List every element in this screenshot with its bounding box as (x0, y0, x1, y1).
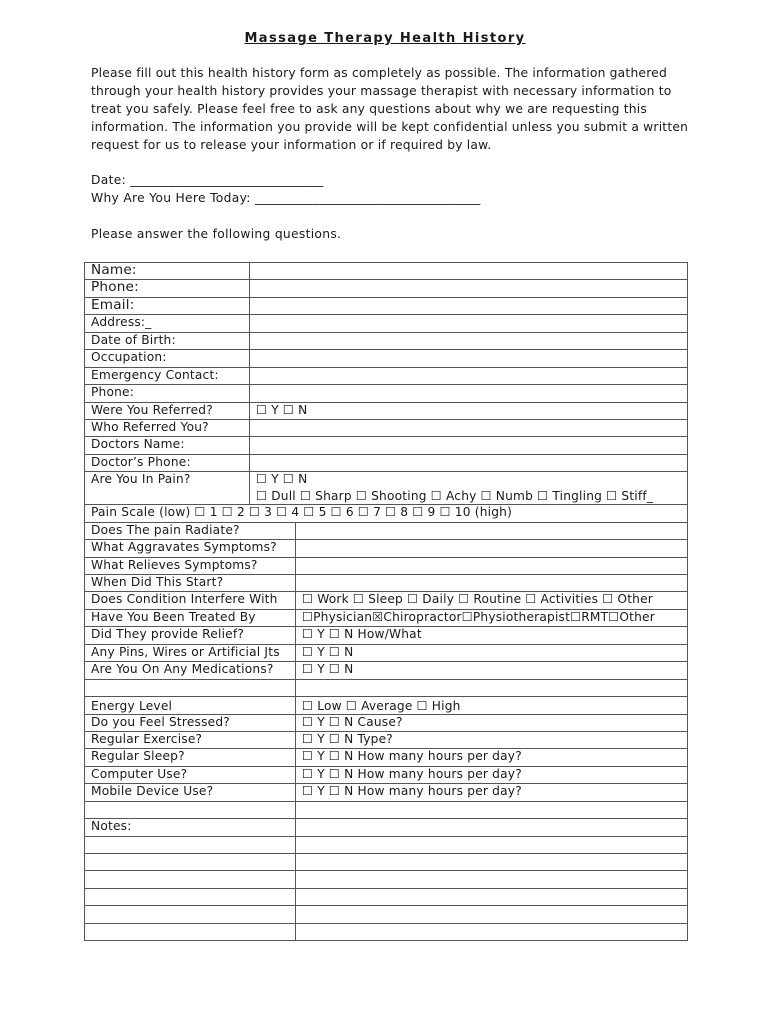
address-label: Address:_ (85, 315, 250, 332)
doctor-name-label: Doctors Name: (85, 437, 250, 454)
table-row (85, 419, 688, 436)
table-row (85, 315, 688, 332)
table-row (85, 644, 688, 661)
stress-label: Do you Feel Stressed? (85, 714, 296, 731)
phone-label: Phone: (85, 280, 250, 297)
phone-field[interactable] (250, 280, 688, 297)
occupation-field[interactable] (250, 350, 688, 367)
health-history-table (84, 262, 688, 941)
computer-checkboxes[interactable]: ☐ Y ☐ N How many hours per day? (296, 766, 688, 783)
exercise-checkboxes[interactable]: ☐ Y ☐ N Type? (296, 731, 688, 748)
sleep-checkboxes[interactable]: ☐ Y ☐ N How many hours per day? (296, 749, 688, 766)
table-row (85, 557, 688, 574)
medications-checkboxes[interactable]: ☐ Y ☐ N (296, 662, 688, 679)
energy-checkboxes[interactable]: ☐ Low ☐ Average ☐ High (302, 698, 461, 713)
table-row (85, 402, 688, 419)
date-field[interactable]: Date: ______________________________ (91, 173, 324, 187)
table-row (85, 923, 688, 940)
table-row (85, 385, 688, 402)
instruction-text: Please answer the following questions. (91, 227, 342, 241)
implants-checkboxes[interactable]: ☐ Y ☐ N (296, 644, 688, 661)
blank-label (85, 679, 296, 696)
referred-label: Were You Referred? (85, 402, 250, 419)
table-row (85, 784, 688, 801)
name-label: Name: (85, 263, 250, 280)
relieves-label: What Relieves Symptoms? (85, 557, 296, 574)
table-row (85, 367, 688, 384)
dob-label: Date of Birth: (85, 332, 250, 349)
emergency-contact-label: Emergency Contact: (85, 367, 250, 384)
table-row (85, 522, 688, 539)
pain-label: Are You In Pain? (85, 472, 250, 505)
table-row (85, 454, 688, 471)
notes-label: Notes: (85, 819, 296, 836)
referrer-field[interactable] (250, 419, 688, 436)
table-row (85, 854, 688, 871)
table-row (85, 819, 688, 836)
relief-checkboxes[interactable]: ☐ Y ☐ N How/What (296, 627, 688, 644)
referred-checkboxes[interactable]: ☐ Y ☐ N (250, 402, 688, 419)
emergency-phone-field[interactable] (250, 385, 688, 402)
radiate-field[interactable] (296, 522, 688, 539)
pain-yn-checkboxes[interactable]: ☐ Y ☐ N (256, 472, 308, 487)
pain-type-checkboxes[interactable]: ☐ Dull ☐ Sharp ☐ Shooting ☐ Achy ☐ Numb ☐ Tingling ☐ Stiff_ (256, 489, 654, 504)
doctor-phone-field[interactable] (250, 454, 688, 471)
referrer-label: Who Referred You? (85, 419, 250, 436)
table-row (85, 749, 688, 766)
relief-label: Did They provide Relief? (85, 627, 296, 644)
doctor-name-field[interactable] (250, 437, 688, 454)
treated-by-label: Have You Been Treated By (85, 609, 296, 626)
energy-label: Energy Level (91, 698, 173, 713)
table-row (85, 472, 688, 505)
table-row (85, 540, 688, 557)
blank-field[interactable] (296, 679, 688, 696)
table-row (85, 627, 688, 644)
table-row (85, 280, 688, 297)
table-row (85, 731, 688, 748)
occupation-label: Occupation: (85, 350, 250, 367)
interfere-label: Does Condition Interfere With (85, 592, 296, 609)
name-field[interactable] (250, 263, 688, 280)
pain-options[interactable] (250, 472, 688, 505)
relieves-field[interactable] (296, 557, 688, 574)
table-row (85, 836, 688, 853)
aggravates-label: What Aggravates Symptoms? (85, 540, 296, 557)
table-row (85, 697, 688, 714)
interfere-checkboxes[interactable]: ☐ Work ☐ Sleep ☐ Daily ☐ Routine ☐ Activities ☐ Other (296, 592, 688, 609)
treated-by-checkboxes[interactable]: ☐Physician☒Chiropractor☐Physiotherapist☐RMT☐Other (296, 609, 688, 626)
table-row (85, 263, 688, 280)
lifestyle-labels (85, 697, 296, 714)
table-row (85, 575, 688, 592)
table-row (85, 332, 688, 349)
emergency-contact-field[interactable] (250, 367, 688, 384)
table-row (85, 888, 688, 905)
table-row (85, 350, 688, 367)
table-row (85, 906, 688, 923)
start-field[interactable] (296, 575, 688, 592)
intro-paragraph: Please fill out this health history form as completely as possible. The information gathered through your health history provides your massage therapist with necessary information to treat you safely. Please feel free to ask any questions about why we are requesting this information. The information you provide will be kept confidential unless you submit a written request for us to release your information or if required by law. (91, 66, 689, 152)
table-row (85, 437, 688, 454)
reason-field[interactable]: Why Are You Here Today: ___________________________________ (91, 191, 481, 205)
sleep-label: Regular Sleep? (85, 749, 296, 766)
table-row (85, 609, 688, 626)
table-row (85, 801, 688, 818)
email-field[interactable] (250, 297, 688, 314)
table-row (85, 679, 688, 696)
table-row (85, 505, 688, 522)
stress-checkboxes[interactable]: ☐ Y ☐ N Cause? (296, 714, 688, 731)
emergency-phone-label: Phone: (85, 385, 250, 402)
dob-field[interactable] (250, 332, 688, 349)
table-row (85, 662, 688, 679)
aggravates-field[interactable] (296, 540, 688, 557)
table-row (85, 714, 688, 731)
form-title: Massage Therapy Health History (244, 31, 526, 46)
computer-label: Computer Use? (85, 766, 296, 783)
energy-checkboxes-cell[interactable] (296, 697, 688, 714)
mobile-checkboxes[interactable]: ☐ Y ☐ N How many hours per day? (296, 784, 688, 801)
pain-scale[interactable]: Pain Scale (low) ☐ 1 ☐ 2 ☐ 3 ☐ 4 ☐ 5 ☐ 6 ☐ 7 ☐ 8 ☐ 9 ☐ 10 (high) (85, 505, 688, 522)
address-field[interactable] (250, 315, 688, 332)
email-label: Email: (85, 297, 250, 314)
table-row (85, 297, 688, 314)
radiate-label: Does The pain Radiate? (85, 522, 296, 539)
medications-label: Are You On Any Medications? (85, 662, 296, 679)
implants-label: Any Pins, Wires or Artificial Jts (85, 644, 296, 661)
exercise-label: Regular Exercise? (85, 731, 296, 748)
start-label: When Did This Start? (85, 575, 296, 592)
mobile-label: Mobile Device Use? (85, 784, 296, 801)
table-row (85, 766, 688, 783)
notes-field[interactable] (296, 819, 688, 836)
doctor-phone-label: Doctor’s Phone: (85, 454, 250, 471)
table-row (85, 871, 688, 888)
table-row (85, 592, 688, 609)
